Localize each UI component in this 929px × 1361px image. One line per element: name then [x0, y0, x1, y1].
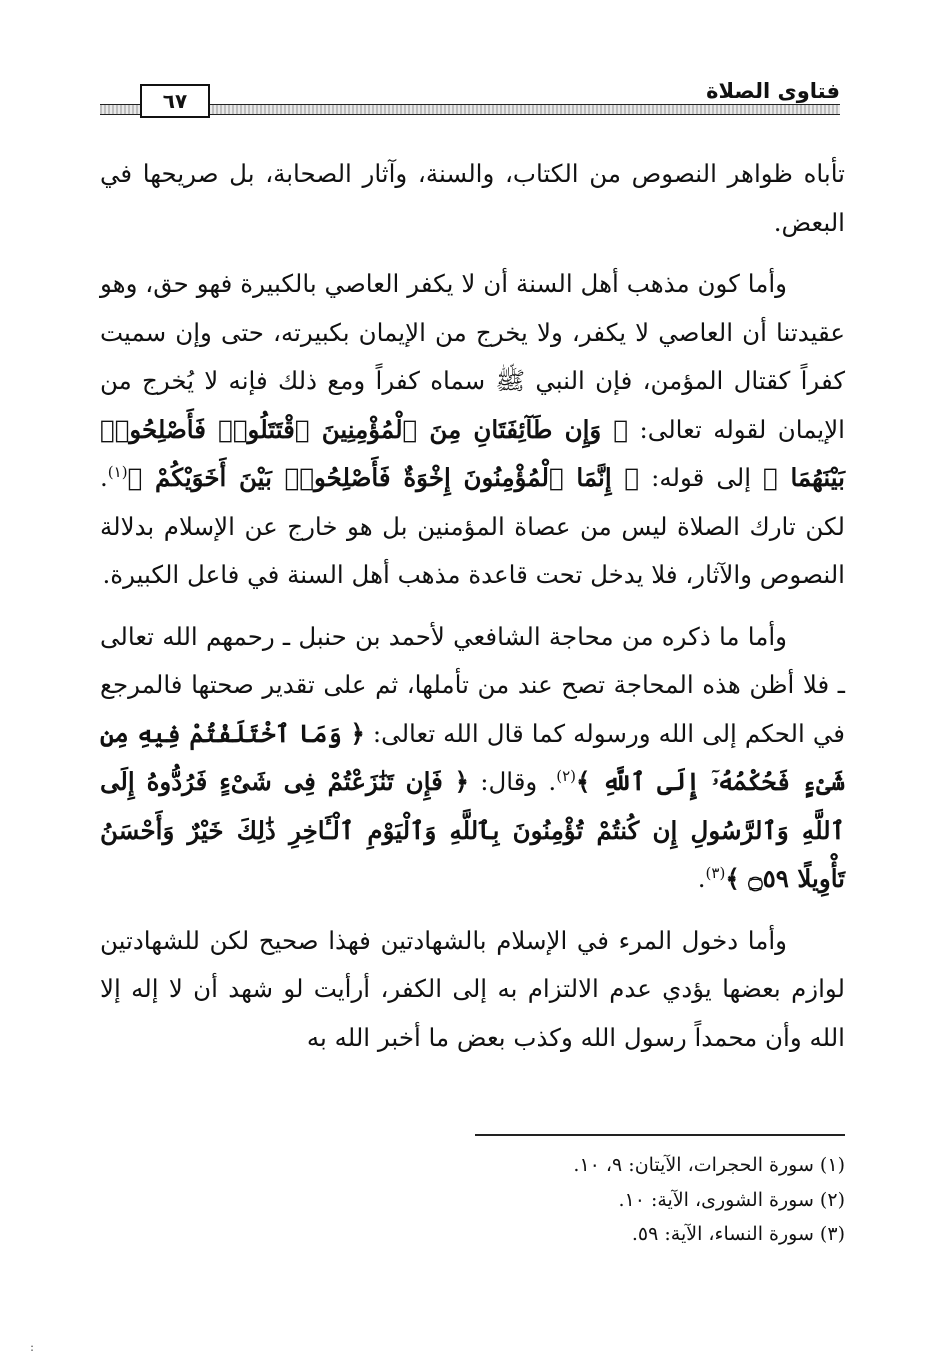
footnote-1: (١) سورة الحجرات، الآيتان: ٩، ١٠.: [573, 1154, 845, 1176]
page-body: [100, 150, 845, 1075]
quran-verse: ﴿ إِنَّمَا ٱلْمُؤْمِنُونَ إِخْوَةٌ فَأَصْلِحُوا۟ بَيْنَ أَخَوَيْكُمْ ﴾: [127, 463, 640, 492]
footnote-3: (٣) سورة النساء، الآية: ٥٩.: [631, 1223, 845, 1245]
footnote-divider: [475, 1134, 845, 1136]
quran-verse: ﴿ فَإِن تَنَٰزَعْتُمْ فِى شَىْءٍ فَرُدُّوهُ إِلَى ٱللَّهِ وَٱلرَّسُولِ إِن كُنتُمْ تُؤْمِنُونَ بِٱللَّهِ وَٱلْيَوْمِ ٱلْـَٔاخِرِ ذَٰلِكَ خَيْرٌ وَأَحْسَنُ تَأْوِيلًا ۝٥٩ ﴾: [100, 767, 845, 893]
header-rule: [100, 104, 840, 115]
footnote-reference: (٣): [705, 863, 726, 882]
paragraph-text: وأما كون مذهب أهل السنة أن لا يكفر العاصي بالكبيرة فهو حق، وهو عقيدتنا أن العاصي لا يكفر، ولا يخرج من الإيمان بكبيرته، حتى وإن سميت كفراً كقتال المؤمن، فإن النبي ﷺ سماه كفراً ومع ذلك فإنه لا يُخرج من الإيمان لقوله تعالى:: [100, 269, 845, 444]
paragraph-text: . لكن تارك الصلاة ليس من عصاة المؤمنين بل هو خارج عن الإسلام بدلالة النصوص والآثار، فلا يدخل تحت قاعدة مذهب أهل السنة في فاعل الكبيرة.: [100, 463, 845, 589]
footnote-reference: (١): [107, 462, 128, 481]
quran-verse: ﴿ وَمَا ٱخْتَلَفْتُمْ فِيهِ مِن شَىْءٍ فَحُكْمُهُۥٓ إِلَى ٱللَّهِ ﴾: [100, 718, 846, 796]
paragraph-text: إلى قوله:: [651, 463, 752, 492]
book-title: فتاوى الصلاة: [698, 78, 840, 104]
page-header: [100, 76, 840, 122]
paragraph-2: [100, 260, 845, 600]
quran-verse: ﴿ وَإِن طَآئِفَتَانِ مِنَ ٱلْمُؤْمِنِينَ ٱقْتَتَلُوا۟ فَأَصْلِحُوا۟ بَيْنَهُمَا ﴾: [100, 414, 845, 492]
paragraph-text: وأما ما ذكره من محاجة الشافعي لأحمد بن حنبل ـ رحمهم الله تعالى ـ فلا أظن هذه المحاجة تصح عند من تأملها، ثم على تقدير صحتها فالمرجع في الحكم إلى الله ورسوله كما قال الله تعالى:: [100, 621, 845, 748]
paragraph-3: [100, 613, 845, 904]
footnote-2: (٢) سورة الشورى، الآية: ١٠.: [618, 1188, 845, 1211]
paragraph-text: وأما دخول المرء في الإسلام بالشهادتين فهذا صحيح لكن للشهادتين لوازم بعضها يؤدي عدم الالتزام به إلى الكفر، أرأيت لو شهد أن لا إله إلا الله وأن محمداً رسول الله وكذب بعض ما أخبر الله به: [100, 925, 845, 1052]
footnotes: [100, 1148, 845, 1252]
footnote-reference: (٢): [556, 766, 576, 785]
paragraph-4: [100, 917, 845, 1063]
page-number: ٦٧: [140, 84, 210, 118]
margin-mark: :: [30, 1340, 35, 1354]
paragraph-text: تأباه ظواهر النصوص من الكتاب، والسنة، وآثار الصحابة، بل صريحها في البعض.: [100, 159, 845, 237]
paragraph-1: [100, 150, 845, 247]
paragraph-text: .: [697, 864, 706, 893]
paragraph-text: . وقال:: [480, 767, 557, 796]
